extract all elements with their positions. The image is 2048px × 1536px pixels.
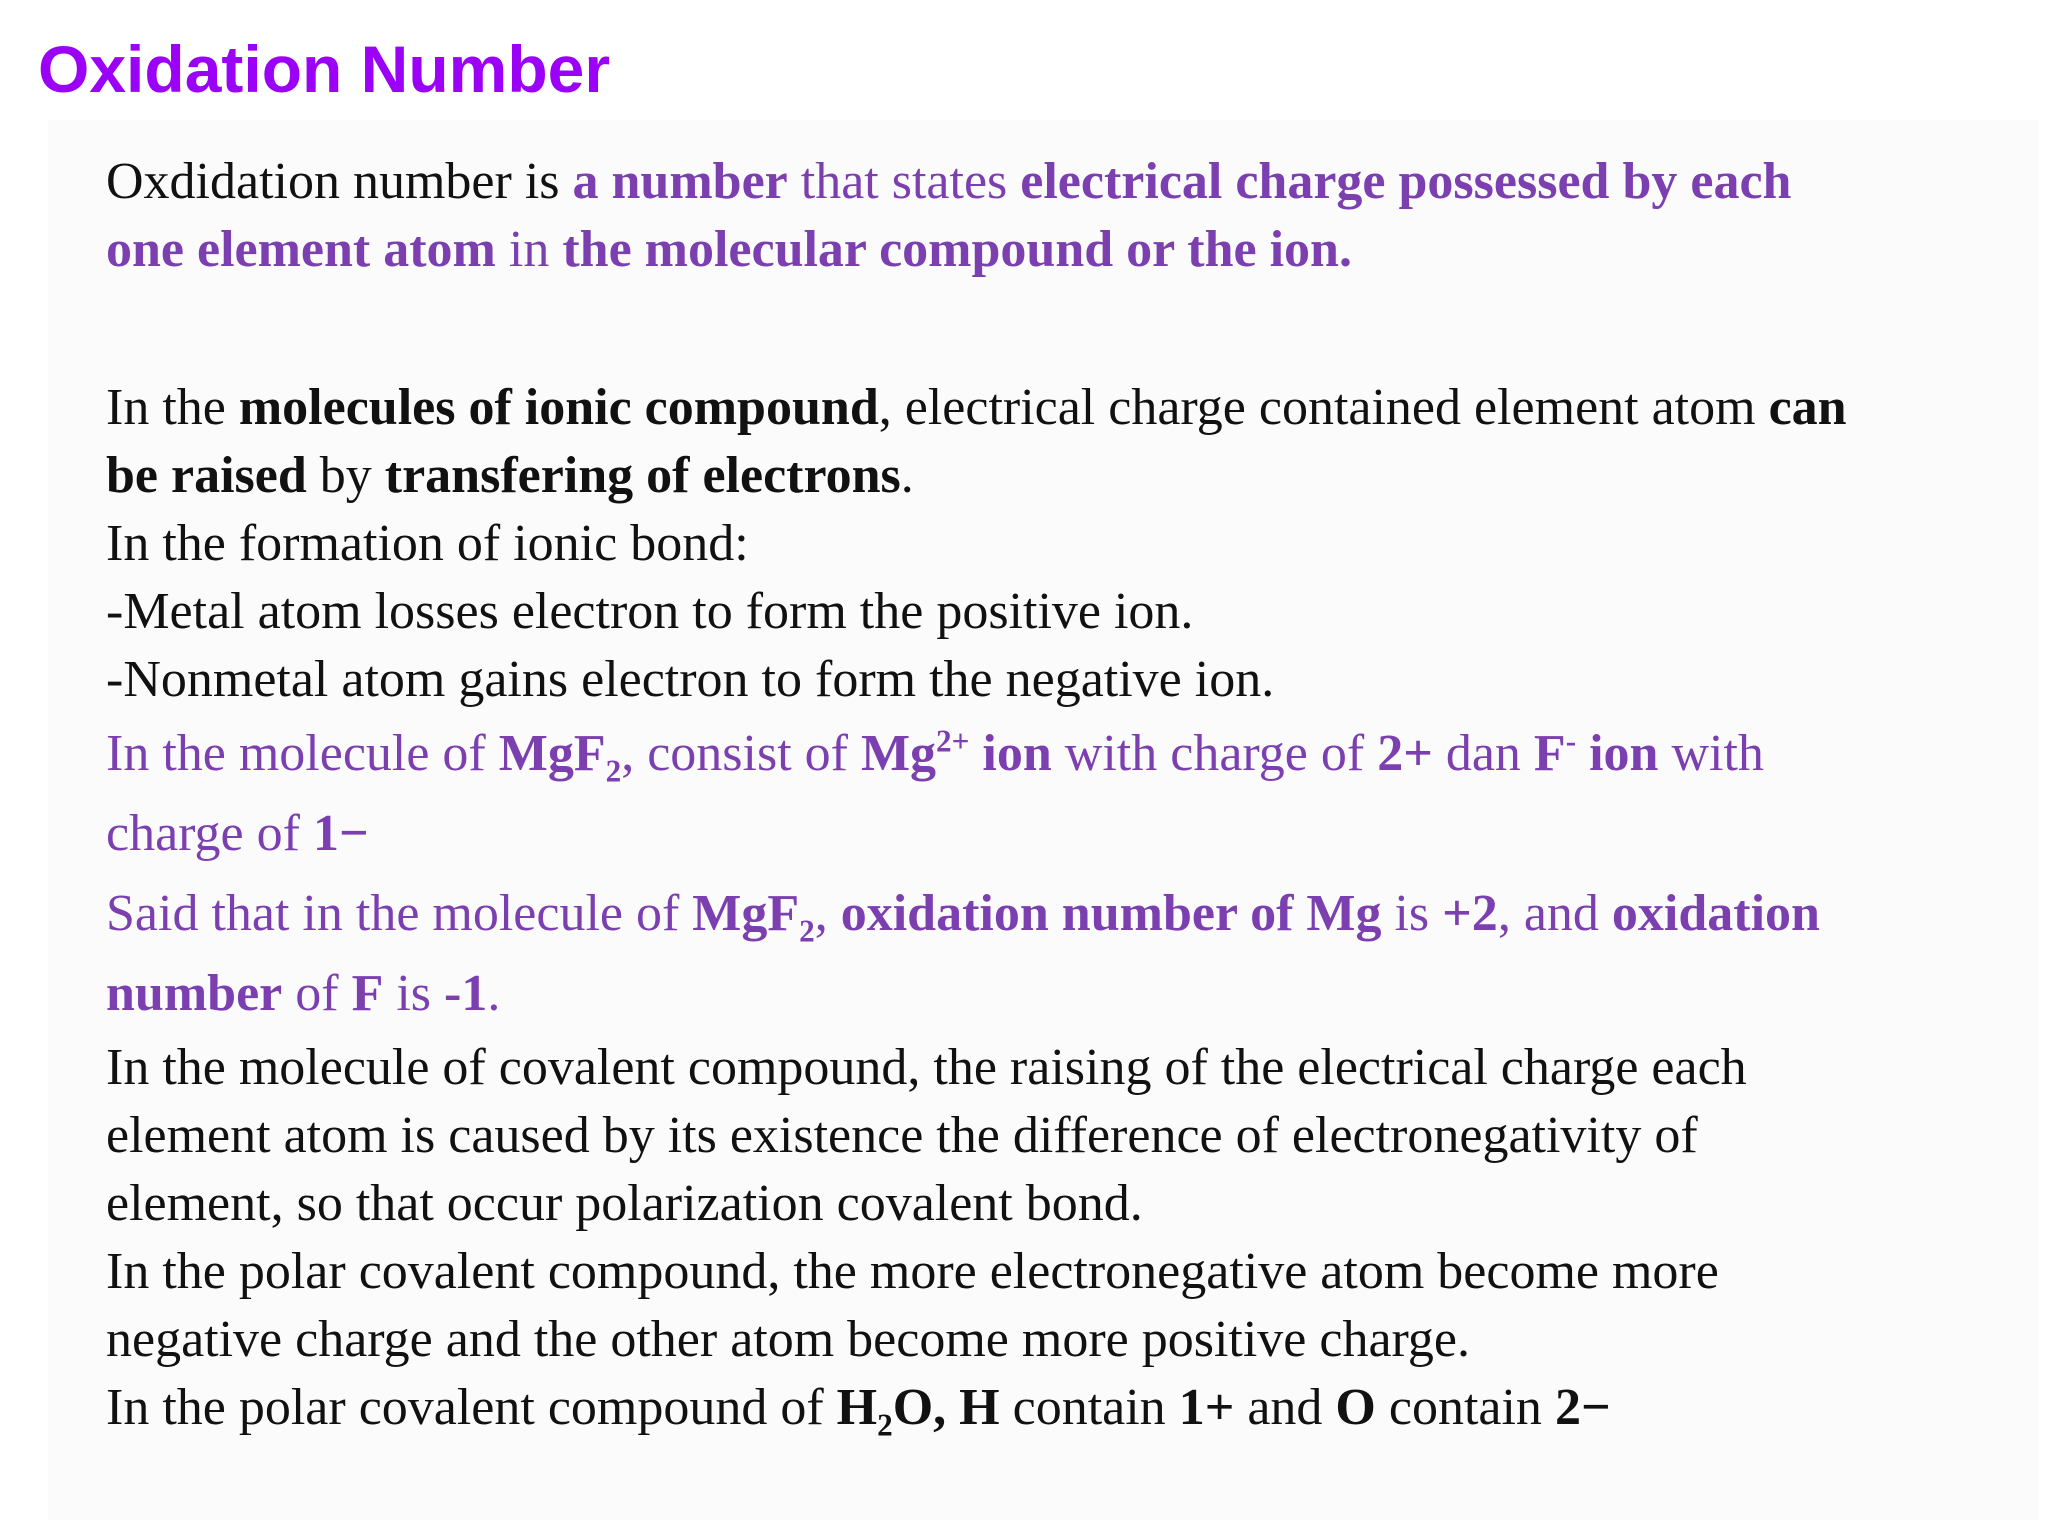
text-run: and [1234,1379,1336,1436]
definition-line-2 [106,216,2041,284]
bold-run: molecules of ionic compound [238,379,879,436]
bold-run: 2+ [1377,725,1433,782]
ionic-line-2 [106,442,2041,510]
bold-run: oxidation [1611,885,1820,942]
formula-text: O, H [892,1379,1000,1436]
formula-text: ion [969,725,1052,782]
formula-text: MgF [692,885,800,942]
text-run: contain [1375,1379,1555,1436]
bold-run: can [1768,379,1847,436]
text-run: , and [1497,885,1612,942]
covalent-line-6 [106,1374,2041,1442]
formula-mg-ion [861,725,1052,782]
bold-run: 1− [312,805,369,862]
bold-run: F [351,965,384,1022]
text-run: is [383,965,445,1022]
text-run: In the molecule of [106,725,499,782]
bold-run: O [1335,1379,1376,1436]
ionic-line-1 [106,374,2041,442]
highlight-run: one element atom [106,221,496,278]
definition-paragraph [106,148,2041,284]
text-run: contain [999,1379,1179,1436]
text-run: , consist of [621,725,861,782]
text-run: with charge of [1051,725,1378,782]
text-run: is [1381,885,1443,942]
slide-title: Oxidation Number [38,32,611,106]
subscript: 2 [799,913,815,949]
mgf2-line-4 [106,954,2041,1034]
ionic-line-5: -Nonmetal atom gains electron to form the negative ion. [106,651,1275,708]
text-run: in [495,221,563,278]
bold-run: -1 [444,965,488,1022]
formula-text: Mg [860,725,937,782]
highlight-run: electrical charge possessed by each [1020,153,1792,210]
formula-mgf2 [692,885,815,949]
mgf2-line-3 [106,874,2041,954]
subscript: 2 [877,1407,893,1443]
text-run: of [282,965,352,1022]
subscript: 2 [605,753,622,789]
bold-run: number [106,965,283,1022]
text-run: . [487,965,501,1022]
bold-run: 2− [1554,1379,1611,1436]
text-run: In the [106,379,239,436]
formula-text: H [836,1379,878,1436]
covalent-line-5: negative charge and the other atom become more positive charge. [106,1311,1470,1368]
text-run: charge of [106,805,313,862]
covalent-line-2: element atom is caused by its existence the difference of electronegativity of [106,1107,1698,1164]
mgf2-line-2 [106,794,2041,874]
formula-mgf2 [498,725,622,789]
text-run: Said that in the molecule of [106,885,693,942]
definition-line-1 [106,148,2041,216]
covalent-line-4: In the polar covalent compound, the more electronegative atom become more [106,1243,1719,1300]
main-body [106,374,2041,1442]
formula-h2o [836,1379,1000,1443]
text-run: with [1658,725,1764,782]
text-run: , electrical charge contained element atom [878,379,1769,436]
text-run: . [900,447,914,504]
highlight-run: the molecular compound or the ion. [562,221,1352,278]
covalent-line-3: element, so that occur polarization covalent bond. [106,1175,1143,1232]
text-run: In the polar covalent compound of [106,1379,837,1436]
bold-run: transfering of electrons [384,447,901,504]
highlight-run: a number [572,153,788,210]
superscript: - [1565,723,1577,759]
text-run: Oxdidation number is [106,153,573,210]
bold-run: oxidation number of Mg [840,885,1382,942]
text-run: by [306,447,385,504]
superscript: 2+ [936,723,970,759]
text-run: that states [787,153,1021,210]
formula-text: ion [1576,725,1659,782]
bold-run: +2 [1442,885,1498,942]
bold-run: 1+ [1178,1379,1235,1436]
mgf2-line-1 [106,714,2041,794]
formula-text: F [1533,725,1566,782]
formula-f-ion [1534,725,1659,782]
ionic-line-3: In the formation of ionic bond: [106,515,749,572]
covalent-line-1: In the molecule of covalent compound, the raising of the electrical charge each [106,1039,1747,1096]
bold-run: be raised [106,447,307,504]
text-run: dan [1432,725,1534,782]
ionic-line-4: -Metal atom losses electron to form the positive ion. [106,583,1194,640]
formula-text: MgF [498,725,606,782]
text-run: , [814,885,841,942]
